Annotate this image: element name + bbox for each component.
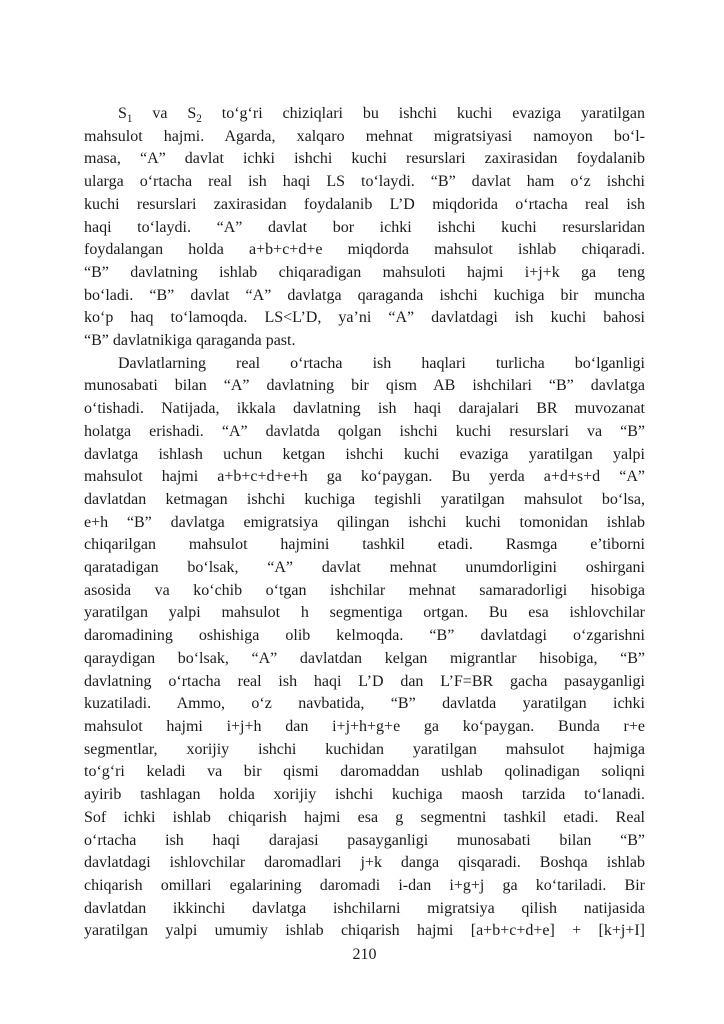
text-line: davlatdan ketmagan ishchi kuchiga tegishli yaratilgan mahsulot bo‘lsa,	[84, 490, 645, 508]
text-line: foydalangan holda a+b+c+d+e miqdorda mahsulot ishlab chiqaradi.	[84, 241, 645, 259]
text-line: e+h “B” davlatga emigratsiya qilingan ishchi kuchi tomonidan ishlab	[84, 513, 645, 531]
text-line: bo‘ladi. “B” davlat “A” davlatga qaraganda ishchi kuchiga bir muncha	[84, 286, 645, 304]
text-line: haqi to‘laydi. “A” davlat bor ichki ishchi kuchi resurslaridan	[84, 218, 645, 236]
text-line: qaraydigan bo‘lsak, “A” davlatdan kelgan migrantlar hisobiga, “B”	[84, 649, 645, 667]
text-line: holatga erishadi. “A” davlatda qolgan ishchi kuchi resurslari va “B”	[84, 422, 645, 440]
text-line: o‘rtacha ish haqi darajasi pasayganligi munosabati bilan “B”	[84, 831, 645, 849]
text-line: qaratadigan bo‘lsak, “A” davlat mehnat unumdorligini oshirgani	[84, 559, 645, 577]
text-line: munosabati bilan “A” davlatning bir qism AB ishchilari “B” davlatga	[84, 377, 645, 395]
subscript: 1	[126, 113, 133, 126]
text-line: kuchi resurslari zaxirasidan foydalanib L’D miqdorida o‘rtacha real ish	[84, 195, 645, 213]
text-line: davlatning o‘rtacha real ish haqi L’D dan L’F=BR gacha pasayganligi	[84, 672, 645, 690]
text-line: mahsulot hajmi i+j+h dan i+j+h+g+e ga ko‘paygan. Bunda r+e	[84, 717, 645, 735]
text-line: yaratilgan yalpi mahsulot h segmentiga ortgan. Bu esa ishlovchilar	[84, 604, 645, 622]
text-line: kuzatiladi. Ammo, o‘z navbatida, “B” davlatda yaratilgan ichki	[84, 695, 645, 713]
text-line: mahsulot hajmi a+b+c+d+e+h ga ko‘paygan. Bu yerda a+d+s+d “A”	[84, 468, 645, 486]
subscript: 2	[196, 113, 202, 126]
text-line: masa, “A” davlat ichki ishchi kuchi resurslari zaxirasidan foydalanib	[84, 150, 645, 168]
text-line	[84, 103, 645, 126]
text-line: ko‘p haq to‘lamoqda. LS<L’D, ya’ni “A” davlatdagi ish kuchi bahosi	[84, 309, 645, 327]
text-line: Davlatlarning real o‘rtacha ish haqlari turlicha bo‘lganligi	[118, 354, 645, 372]
text-segment: to‘g‘ri chiziqlari bu ishchi kuchi evaziga yaratilgan	[201, 105, 646, 122]
paragraph	[84, 353, 645, 943]
text-line: davlatga ishlash uchun ketgan ishchi kuchi evaziga yaratilgan yalpi	[84, 445, 645, 463]
text-line: daromadining oshishiga olib kelmoqda. “B” davlatdagi o‘zgarishni	[84, 627, 645, 645]
text-line: mahsulot hajmi. Agarda, xalqaro mehnat migratsiyasi namoyon bo‘l-	[84, 127, 645, 145]
text-line: chiqarilgan mahsulot hajmini tashkil etadi. Rasmga e’tiborni	[84, 536, 645, 554]
text-line: davlatdan ikkinchi davlatga ishchilarni migratsiya qilish natijasida	[84, 899, 645, 917]
text-line: chiqarish omillari egalarining daromadi i-dan i+g+j ga ko‘tariladi. Bir	[84, 876, 645, 894]
text-line: asosida va ko‘chib o‘tgan ishchilar mehnat samaradorligi hisobiga	[84, 581, 645, 599]
text-line: yaratilgan yalpi umumiy ishlab chiqarish hajmi [a+b+c+d+e] + [k+j+I]	[84, 922, 645, 940]
text-line: “B” davlatning ishlab chiqaradigan mahsuloti hajmi i+j+k ga teng	[84, 263, 645, 281]
text-line: Sof ichki ishlab chiqarish hajmi esa g segmentni tashkil etadi. Real	[84, 808, 645, 826]
paragraph	[84, 103, 645, 353]
text-line: “B” davlatnikiga qaraganda past.	[84, 332, 296, 350]
text-line: to‘g‘ri keladi va bir qismi daromaddan ushlab qolinadigan soliqni	[84, 763, 645, 781]
text-line: o‘tishadi. Natijada, ikkala davlatning ish haqi darajalari BR muvozanat	[84, 400, 645, 418]
text-line: ularga o‘rtacha real ish haqi LS to‘laydi. “B” davlat ham o‘z ishchi	[84, 173, 645, 191]
text-line: segmentlar, xorijiy ishchi kuchidan yaratilgan mahsulot hajmiga	[84, 740, 645, 758]
text-segment: S	[118, 105, 127, 122]
text-line: ayirib tashlagan holda xorijiy ishchi kuchiga maosh tarzida to‘lanadi.	[84, 786, 645, 804]
page-number: 210	[352, 946, 377, 963]
page-text	[84, 103, 645, 943]
text-segment: va S	[132, 105, 197, 122]
text-line: davlatdagi ishlovchilar daromadlari j+k danga qisqaradi. Boshqa ishlab	[84, 854, 645, 872]
